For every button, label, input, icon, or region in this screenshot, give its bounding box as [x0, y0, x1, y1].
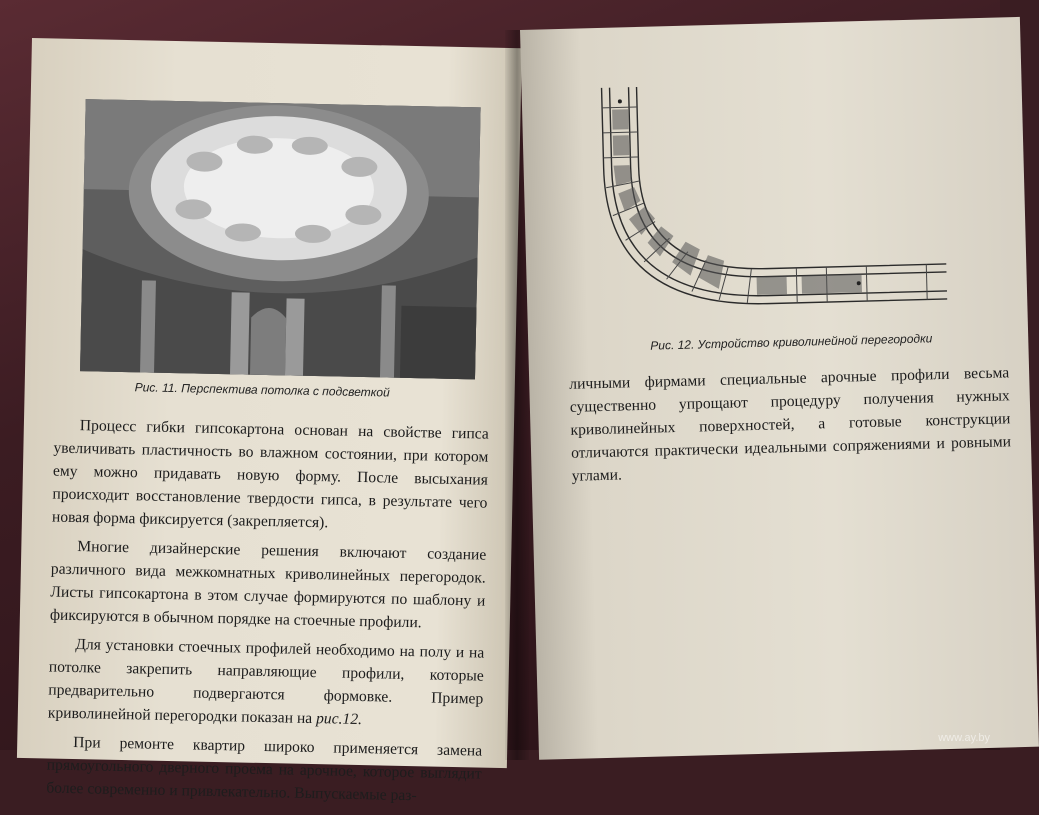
paragraph: Многие дизайнерские решения включают создание различного вида межкомнатных криволинейных перегородок. Листы гипсокартона в этом случае формируются по шаблону и фиксируются в обычном порядке на стоечные профили.: [49, 538, 487, 632]
right-page: [520, 17, 1039, 760]
figure-reference: рис.12.: [315, 710, 363, 729]
watermark: www.ay.by: [938, 732, 990, 744]
figure-11-caption: Рис. 11. Перспектива потолка с подсветкой: [134, 380, 390, 400]
partition-diagram: [591, 69, 962, 328]
paragraph-text: Для установки стоечных профилей необходимо на полу и на потолке закрепить направляющие профили, которые предварительно подвергаются формовке. Пример криволинейной перегородки показан на: [47, 636, 485, 728]
left-page: [17, 38, 522, 805]
left-page-text: [46, 414, 489, 815]
paragraph: [48, 632, 485, 733]
paragraph: личными фирмами специальные арочные профили весьма существенно упрощают процедуру получения нужных криволинейных поверхностей, а готовые конструкции отличаются практически идеальными сопряжениями и ровными углами.: [569, 364, 1012, 485]
paragraph: При ремонте квартир широко применяется замена прямоугольного дверного проема на арочное, которое выглядит более современно и привлекательно. Выпускаемые раз-: [46, 734, 483, 805]
right-page-text: [569, 361, 1012, 493]
paragraph: Процесс гибки гипсокартона основан на свойстве гипса увеличивать пластичность во влажном состоянии, при котором ему можно придавать новую форму. После высыхания происходит восстановление твердости гипса, в результате чего новая форма фиксируется (закрепляется).: [51, 417, 489, 532]
ceiling-photo: [80, 99, 481, 379]
figure-12-caption: Рис. 12. Устройство криволинейной перегородки: [650, 331, 933, 353]
